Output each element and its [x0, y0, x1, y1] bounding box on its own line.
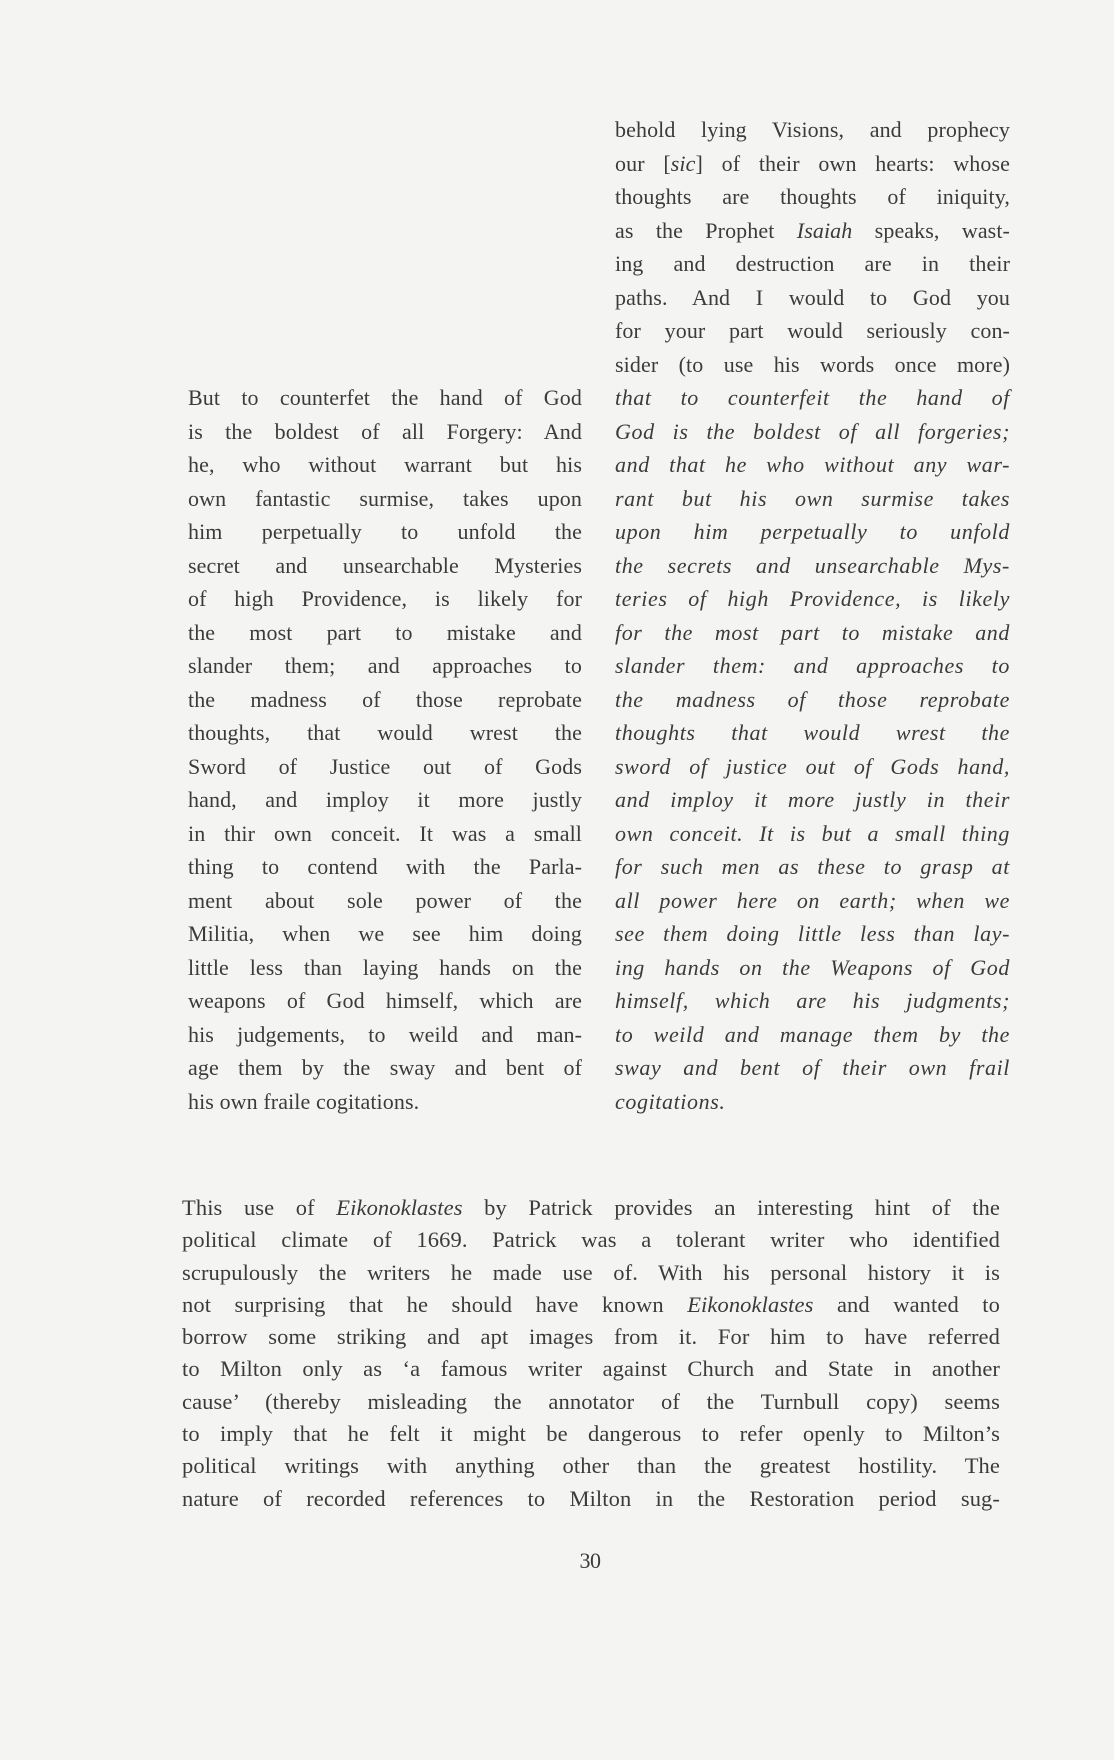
right-column-italic-line: and that he who without any war-	[615, 452, 1010, 477]
right-column-italic-line: rant but his own surmise takes	[615, 485, 1010, 511]
body-paragraph-line: nature of recorded references to Milton in the Restoration period sug-	[182, 1485, 1000, 1511]
right-column-italic-line: cogitations.	[615, 1088, 726, 1114]
right-column-italic-line: ing hands on the Weapons of God	[615, 954, 1010, 980]
right-column-italic-line: upon him perpetually to unfold	[615, 519, 1010, 544]
left-column-line: age them by the sway and bent of	[188, 1055, 582, 1080]
right-column-italic-line: all power here on earth; when we	[615, 887, 1010, 913]
page-number: 30	[579, 1548, 601, 1573]
left-column-line: in thir own conceit. It was a small	[188, 820, 582, 846]
body-paragraph-line: cause’ (thereby misleading the annotator of the Turnbull copy) seems	[182, 1388, 1000, 1414]
left-column-line: the most part to mistake and	[188, 619, 582, 645]
right-column-italic-line: the secrets and unsearchable Mys-	[615, 552, 1010, 578]
left-column-line: slander them; and approaches to	[188, 653, 582, 678]
right-column-italic-line: thoughts that would wrest the	[615, 720, 1010, 745]
left-column-line: own fantastic surmise, takes upon	[188, 485, 582, 511]
right-column-line: for your part would seriously con-	[615, 318, 1010, 343]
left-column-line: secret and unsearchable Mysteries	[188, 552, 582, 578]
right-column-line: behold lying Visions, and prophecy	[615, 117, 1010, 142]
left-column-line: weapons of God himself, which are	[188, 988, 582, 1013]
body-paragraph-line: This use of Eikonoklastes by Patrick provides an interesting hint of the	[182, 1195, 1000, 1220]
right-column-italic-line: sway and bent of their own frail	[615, 1055, 1010, 1080]
right-column-line: ing and destruction are in their	[615, 251, 1010, 276]
body-paragraph-line: political writings with anything other than the greatest hostility. The	[182, 1453, 1000, 1479]
right-column-italic-line: that to counterfeit the hand of	[615, 385, 1010, 410]
left-column-line: ment about sole power of the	[188, 887, 582, 913]
left-column-line: him perpetually to unfold the	[188, 519, 582, 544]
right-column-quotation	[615, 113, 1010, 1118]
right-column-line: as the Prophet Isaiah speaks, wast-	[615, 217, 1010, 243]
left-column-line: little less than laying hands on the	[188, 954, 582, 980]
body-paragraph-line: borrow some striking and apt images from it. For him to have referred	[182, 1324, 1000, 1350]
right-column-italic-line: God is the boldest of all forgeries;	[615, 418, 1010, 444]
left-column-line: Militia, when we see him doing	[188, 921, 582, 946]
body-paragraph-line: not surprising that he should have known Eikonoklastes and wanted to	[182, 1291, 1000, 1317]
right-column-italic-line: sword of justice out of Gods hand,	[615, 753, 1010, 779]
body-paragraph-line: to Milton only as ‘a famous writer against Church and State in another	[182, 1356, 1000, 1382]
italic-text: sic	[670, 150, 696, 176]
left-column-line: hand, and imploy it more justly	[188, 787, 582, 812]
body-paragraph-line: political climate of 1669. Patrick was a tolerant writer who identified	[182, 1227, 1000, 1253]
right-column-italic-line: for the most part to mistake and	[615, 619, 1010, 645]
right-column-line: our [sic] of their own hearts: whose	[615, 150, 1010, 176]
italic-text: Eikonoklastes	[687, 1291, 814, 1317]
body-paragraph-line: to imply that he felt it might be dangerous to refer openly to Milton’s	[182, 1421, 1000, 1447]
right-column-line: thoughts are thoughts of iniquity,	[615, 184, 1010, 209]
right-column-italic-line: to weild and manage them by the	[615, 1021, 1010, 1047]
body-paragraph-line: scrupulously the writers he made use of. With his personal history it is	[182, 1259, 1000, 1285]
left-column-line: his judgements, to weild and man-	[188, 1021, 582, 1047]
right-column-italic-line: own conceit. It is but a small thing	[615, 820, 1010, 846]
left-column-line: But to counterfet the hand of God	[188, 385, 582, 410]
right-column-italic-line: himself, which are his judgments;	[615, 988, 1010, 1013]
right-column-italic-line: and imploy it more justly in their	[615, 787, 1010, 812]
left-column-quotation	[188, 381, 582, 1118]
left-column-line: is the boldest of all Forgery: And	[188, 418, 582, 444]
right-column-italic-line: the madness of those reprobate	[615, 686, 1010, 712]
left-column-line: his own fraile cogitations.	[188, 1088, 420, 1114]
right-column-italic-line: slander them: and approaches to	[615, 653, 1010, 678]
right-column-italic-line: teries of high Providence, is likely	[615, 586, 1010, 611]
body-paragraph	[182, 1192, 1000, 1515]
left-column-line: thoughts, that would wrest the	[188, 720, 582, 745]
italic-text: Isaiah	[796, 217, 853, 243]
right-column-line: sider (to use his words once more)	[615, 351, 1010, 377]
left-column-line: of high Providence, is likely for	[188, 586, 582, 611]
left-column-line: the madness of those reprobate	[188, 686, 582, 712]
italic-text: Eikonoklastes	[336, 1195, 463, 1220]
right-column-line: paths. And I would to God you	[615, 284, 1010, 310]
left-column-line: thing to contend with the Parla-	[188, 854, 582, 879]
right-column-italic-line: see them doing little less than lay-	[615, 921, 1010, 946]
left-column-line: he, who without warrant but his	[188, 452, 582, 477]
left-column-line: Sword of Justice out of Gods	[188, 753, 582, 779]
right-column-italic-line: for such men as these to grasp at	[615, 854, 1010, 879]
